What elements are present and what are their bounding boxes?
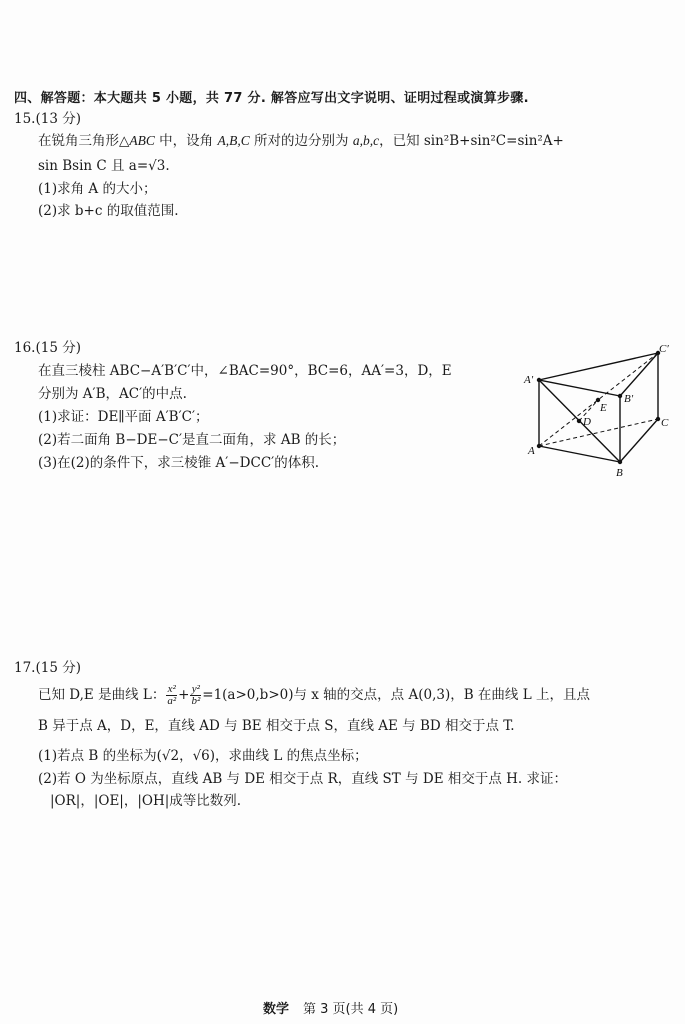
question-16-part-2: (2)若二面角 B−DE−C′是直二面角，求 AB 的长； [38, 432, 346, 448]
label-C-prime: C′ [659, 343, 669, 355]
label-B-prime: B′ [624, 393, 634, 405]
question-17-stem-line1: 已知 D,E 是曲线 L： $\frac{\text{x²}}{\text{a²}}$ + $\frac{\text{y²}}{\text{b²}}$ =1(a>0,b>0)与 x 轴的交点，点 A(0,3)，B 在曲线 L 上，且点 [38, 683, 590, 707]
question-17-header [14, 658, 81, 678]
question-15-stem-line1: 在锐角三角形△ABC 中，设角 A,B,C 所对的边分别为 a,b,c，已知 sin²B+sin²C=sin²A+ [38, 133, 564, 149]
question-number: 17. [14, 660, 36, 676]
question-15-stem-line2: sin Bsin C 且 a=√3. [38, 158, 170, 174]
label-A-prime: A′ [524, 374, 534, 386]
footer-page-number: 第 3 页(共 4 页) [303, 1002, 399, 1017]
footer-subject: 数学 [263, 1002, 290, 1017]
label-E: E [600, 402, 607, 414]
label-C: C [661, 417, 669, 429]
page-footer [263, 998, 398, 1017]
section-heading: 四、解答题：本大题共 5 小题，共 77 分. 解答应写出文字说明、证明过程或演算步骤. [14, 91, 529, 106]
question-15-header [14, 109, 81, 129]
question-16-stem-line2: 分别为 A′B，AC′的中点. [38, 386, 187, 402]
label-D: D [583, 416, 591, 428]
question-16-stem-line1: 在直三棱柱 ABC−A′B′C′中，∠BAC=90°，BC=6，AA′=3，D，E [38, 363, 452, 379]
question-points: (13 分) [35, 111, 81, 127]
question-number: 15. [14, 111, 36, 127]
question-17-stem-line2: B 异于点 A，D，E，直线 AD 与 BE 相交于点 S，直线 AE 与 BD 相交于点 T. [38, 718, 515, 734]
label-A: A [528, 445, 535, 457]
question-17-part-2-cont: |OR|，|OE|，|OH|成等比数列. [50, 793, 242, 809]
fraction-y-over-b: $\frac{\text{y²}}{\text{b²}}$ [191, 683, 201, 707]
question-points: (15 分) [35, 340, 81, 356]
question-17-part-1: (1)若点 B 的坐标为(√2，√6)，求曲线 L 的焦点坐标； [38, 748, 368, 764]
question-16-part-3: (3)在(2)的条件下，求三棱锥 A′−DCC′的体积. [38, 455, 320, 471]
question-17-part-2: (2)若 O 为坐标原点，直线 AB 与 DE 相交于点 R，直线 ST 与 DE 相交于点 H. 求证： [38, 771, 567, 787]
label-B: B [616, 467, 623, 479]
question-number: 16. [14, 340, 36, 356]
fraction-x-over-a: $\frac{\text{x²}}{\text{a²}}$ [167, 683, 177, 707]
question-15-part-2: (2)求 b+c 的取值范围. [38, 203, 179, 219]
question-16-header [14, 338, 81, 358]
question-16-part-1: (1)求证：DE∥平面 A′B′C′； [38, 409, 209, 425]
triangular-prism-figure [510, 330, 685, 490]
question-points: (15 分) [35, 660, 81, 676]
question-15-part-1: (1)求角 A 的大小； [38, 181, 157, 197]
